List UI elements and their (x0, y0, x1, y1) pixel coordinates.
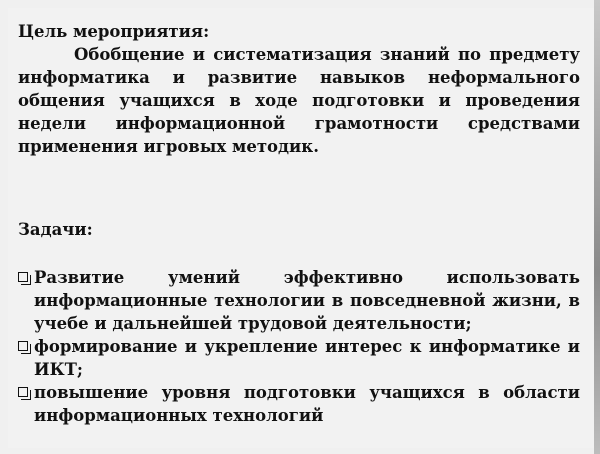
checkbox-square-icon (18, 272, 28, 282)
tasks-heading: Задачи: (18, 220, 93, 239)
task-text: Развитие умений эффективно использовать информационные технологии в повседневной жизни, в учебе и дальнейшей трудовой деятельности; (34, 268, 580, 333)
goal-section (18, 20, 580, 158)
accent-bar (594, 0, 600, 454)
goal-heading: Цель мероприятия: (18, 22, 210, 41)
tasks-list (18, 266, 580, 427)
task-text: повышение уровня подготовки учащихся в области информационных технологий (34, 383, 580, 425)
task-text: формирование и укрепление интерес к информатике и ИКТ; (34, 337, 580, 379)
checkbox-square-icon (18, 341, 28, 351)
checkbox-square-icon (18, 387, 28, 397)
task-item-1 (18, 266, 580, 335)
task-item-3 (18, 381, 580, 427)
goal-body: Обобщение и систематизация знаний по предмету информатика и развитие навыков неформального общения учащихся в ходе подготовки и проведения недели информационной грамотности средствами применения игровых методик. (18, 45, 580, 156)
task-item-2 (18, 335, 580, 381)
